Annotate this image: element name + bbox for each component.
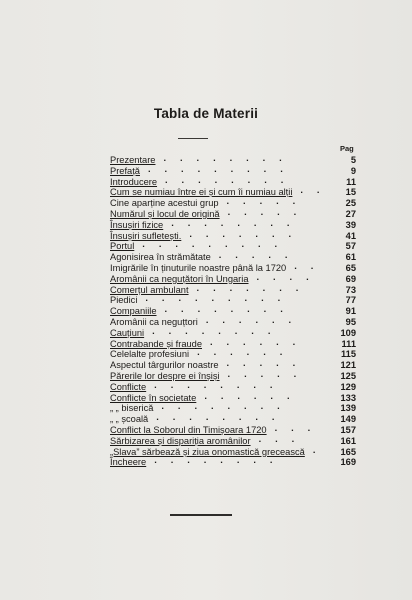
toc-entry-page: 157: [340, 424, 356, 435]
dot-leader: . . . . .: [226, 358, 296, 369]
dot-leader: . . . . . . .: [189, 228, 292, 239]
toc-entry-page: 77: [345, 295, 356, 306]
dot-leader: . . . . .: [218, 250, 288, 261]
toc-entry-page: 69: [345, 273, 356, 284]
toc-entry-title: Conflicte în societate: [110, 392, 197, 403]
toc-entry-title: Încheere: [110, 457, 147, 468]
page-title: Tabla de Materii: [153, 106, 259, 121]
toc-entry-page: 133: [340, 392, 356, 403]
toc-entry-page: 121: [340, 360, 356, 371]
dot-leader: . . . . . . . .: [163, 153, 282, 163]
toc-entry-page: 125: [340, 370, 356, 381]
dot-leader: . . . . . . . . .: [147, 163, 283, 174]
toc-entry-page: 41: [345, 230, 356, 241]
toc-entry-title: Prefață: [110, 165, 140, 176]
toc-entry-title: „ „ biserică: [110, 403, 154, 414]
toc-entry-title: Piedici: [110, 295, 138, 306]
toc-entry-page: 115: [341, 349, 356, 360]
toc-entry-title: Comerțul ambulant: [110, 284, 189, 295]
toc-entry-title: Agonisirea în strămătate: [110, 252, 211, 263]
toc-entry-title: Imigrările în ținuturile noastre până la 1720: [110, 262, 287, 273]
toc-entry-page: 129: [340, 381, 356, 392]
dot-leader: .: [312, 444, 316, 455]
dot-leader: . . . . . . .: [196, 282, 299, 293]
dot-leader: . . .: [258, 433, 295, 444]
toc-entry-page: 165: [340, 446, 356, 457]
dot-leader: . . . . . . . .: [156, 412, 275, 423]
dot-leader: . . . . . . . .: [161, 401, 280, 412]
dot-leader: . . . . . .: [204, 390, 290, 401]
toc-entry-title: Părerile lor despre ei înșiși: [110, 370, 220, 381]
toc-entry-page: 39: [345, 219, 356, 230]
toc-entry-title: Însușiri fizice: [110, 219, 164, 230]
dot-leader: . . . . .: [227, 368, 297, 379]
dot-leader: . . . . . .: [205, 314, 292, 325]
toc-entry-page: 139: [340, 403, 356, 414]
dot-leader: . . . . . . . .: [152, 325, 271, 336]
dot-leader: . .: [300, 185, 320, 196]
toc-entry-title: Conflicte: [110, 381, 147, 392]
toc-entry-page: 95: [345, 316, 356, 327]
dot-leader: . . . . . . . .: [165, 174, 284, 185]
toc-entry-title: Conflict la Soborul din Timișoara 1720: [110, 424, 267, 435]
dot-leader: . . . . . . . .: [154, 379, 273, 390]
toc-entry-page: 5: [350, 155, 356, 165]
toc-entry-page: 27: [345, 208, 356, 219]
dot-leader: . . . . .: [226, 196, 296, 207]
toc-entry-title: Companiile: [110, 306, 157, 317]
toc-entry-page: 65: [345, 262, 356, 273]
toc-entry-page: 109: [340, 327, 356, 338]
toc-entry-title: Însușiri sufletești.: [110, 230, 182, 241]
table-of-contents: [110, 155, 356, 468]
dot-leader: . . . .: [256, 271, 309, 282]
dot-leader: . . . . . . . .: [164, 304, 283, 315]
toc-entry-page: 73: [345, 284, 356, 295]
toc-entry-page: 9: [350, 165, 356, 176]
toc-entry-title: Cum se numiau între ei și cum îi numiau alții: [110, 187, 293, 198]
toc-entry-page: 111: [341, 338, 356, 349]
bottom-divider: [170, 514, 232, 516]
toc-entry-title: Sărbizarea și dispariția aromânilor: [110, 435, 251, 446]
toc-entry-title: Numărul și locul de origină: [110, 208, 220, 219]
toc-entry: [110, 457, 356, 468]
page-column-label: Pag: [340, 144, 354, 153]
toc-entry-title: Aromânii ca neguțtori: [110, 316, 198, 327]
toc-entry-page: 91: [345, 306, 356, 317]
toc-entry-page: 57: [345, 241, 356, 252]
dot-leader: . . . . . . . .: [171, 217, 290, 228]
toc-entry-page: 11: [346, 176, 356, 187]
dot-leader: . .: [294, 260, 314, 271]
toc-entry-title: „ „ școală: [110, 414, 149, 425]
toc-entry-page: 61: [345, 252, 356, 263]
dot-leader: . . . . . . . . .: [145, 293, 281, 304]
dot-leader: . . .: [274, 422, 311, 433]
dot-leader: . . . . . .: [210, 336, 296, 347]
toc-entry-title: Celelalte profesiuni: [110, 349, 190, 360]
toc-entry-title: Aspectul târgurilor noastre: [110, 360, 219, 371]
toc-entry-page: 25: [345, 198, 356, 209]
toc-entry-page: 15: [345, 187, 356, 198]
title-divider: [178, 138, 208, 139]
toc-entry-page: 169: [340, 457, 356, 468]
toc-entry-title: Prezentare: [110, 155, 156, 165]
toc-entry-title: Cauțiuni: [110, 327, 145, 338]
toc-entry-title: Portul: [110, 241, 135, 252]
toc-entry-title: Introducere: [110, 176, 158, 187]
dot-leader: . . . . . . . .: [154, 455, 273, 466]
toc-entry-title: Contrabande și fraude: [110, 338, 202, 349]
toc-entry-title: Aromânii ca neguțători în Ungaria: [110, 273, 249, 284]
toc-entry-title: „Slava” sărbează și ziua onomastică grecească: [110, 446, 305, 457]
dot-leader: . . . . . . . . .: [142, 239, 278, 250]
toc-entry-page: 149: [340, 414, 356, 425]
dot-leader: . . . . .: [227, 206, 297, 217]
toc-entry-page: 161: [340, 435, 356, 446]
toc-entry-title: Cine aparține acestui grup: [110, 198, 219, 209]
dot-leader: . . . . . .: [197, 347, 283, 358]
